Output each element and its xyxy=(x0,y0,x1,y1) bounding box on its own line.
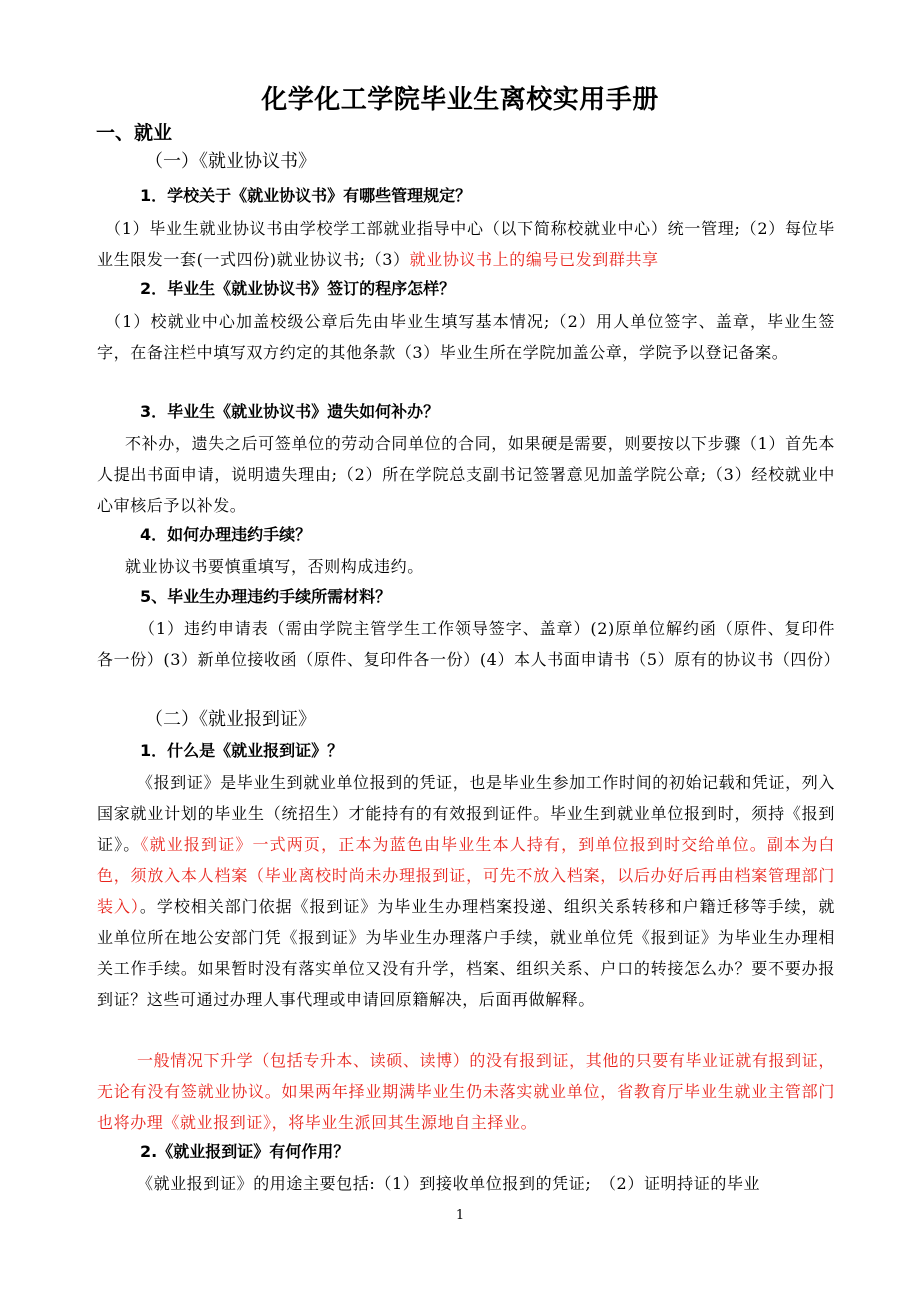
page-number: 1 xyxy=(455,1208,465,1223)
paragraph-1-highlight: 就业协议书上的编号已发到群共享 xyxy=(409,250,659,269)
subsection-report-certificate: （二）《就业报到证》 xyxy=(145,709,316,730)
question-7: 2.《就业报到证》有何作用？ xyxy=(140,1142,350,1161)
paragraph-7: 一般情况下升学（包括专升本、读硕、读博）的没有报到证，其他的只要有毕业证就有报到证，无论有没有签就业协议。如果两年择业期满毕业生仍未落实就业单位，省教育厅毕业生就业主管部门也将办理《就业报到证》，将毕业生派回其生源地自主择业。 xyxy=(97,1051,835,1132)
paragraph-6 xyxy=(97,767,835,1015)
question-1: 1．学校关于《就业协议书》有哪些管理规定？ xyxy=(140,186,472,205)
paragraph-4: 就业协议书要慎重填写，否则构成违约。 xyxy=(125,557,424,576)
page-title: 化学化工学院毕业生离校实用手册 xyxy=(261,85,659,115)
question-5: 5、毕业生办理违约手续所需材料？ xyxy=(140,587,392,606)
section-heading-employment: 一、就业 xyxy=(96,122,173,144)
paragraph-2: （1）校就业中心加盖校级公章后先由毕业生填写基本情况;（2）用人单位签字、盖章，毕业生签字，在备注栏中填写双方约定的其他条款（3）毕业生所在学院加盖公章，学院予以登记备案。 xyxy=(97,312,835,362)
paragraph-8: 《就业报到证》的用途主要包括:（1）到接收单位报到的凭证; （2）证明持证的毕业 xyxy=(137,1174,761,1193)
paragraph-6-text-a: 《报到证》是毕业生到就业单位报到的凭证，也是毕业生参加工作时间的初始记载和凭证，列入国家就业计划的毕业生（统招生）才能持有的有效报到证件。毕业生到就业单位报到时，须持《报到证》。 xyxy=(97,773,835,854)
question-2: 2．毕业生《就业协议书》签订的程序怎样？ xyxy=(140,279,456,298)
paragraph-3: 不补办，遗失之后可签单位的劳动合同单位的合同，如果硬是需要，则要按以下步骤（1）首先本人提出书面申请，说明遗失理由;（2）所在学院总支副书记签署意见加盖学院公章;（3）经校就业中心审核后予以补发。 xyxy=(97,434,835,515)
question-3: 3．毕业生《就业协议书》遗失如何补办？ xyxy=(140,402,440,421)
question-4: 4．如何办理违约手续？ xyxy=(140,525,312,544)
subsection-agreement: （一）《就业协议书》 xyxy=(145,151,316,172)
paragraph-6-text-b: 。学校相关部门依据《报到证》为毕业生办理档案投递、组织关系转移和户籍迁移等手续，就业单位所在地公安部门凭《报到证》为毕业生办理落户手续，就业单位凭《报到证》为毕业生办理相关工作手续。如果暂时没有落实单位又没有升学，档案、组织关系、户口的转接怎么办？要不要办报到证？这些可通过办理人事代理或申请回原籍解决，后面再做解释。 xyxy=(97,897,835,1009)
paragraph-5: （1）违约申请表（需由学院主管学生工作领导签字、盖章）(2)原单位解约函（原件、复印件各一份）(3）新单位接收函（原件、复印件各一份）(4）本人书面申请书（5）原有的协议书（四份） xyxy=(97,619,841,669)
paragraph-1 xyxy=(97,213,835,275)
paragraph-6-highlight: 《就业报到证》一式两页，正本为蓝色由毕业生本人持有，到单位报到时交给单位。副本为白色，须放入本人档案（毕业离校时尚未办理报到证，可先不放入档案，以后办好后再由档案管理部门装入） xyxy=(97,835,835,916)
question-6: 1．什么是《就业报到证》？ xyxy=(140,741,344,760)
paragraph-1-text: （1）毕业生就业协议书由学校学工部就业指导中心（以下简称校就业中心）统一管理;（2）每位毕业生限发一套(一式四份)就业协议书;（3） xyxy=(97,219,835,269)
